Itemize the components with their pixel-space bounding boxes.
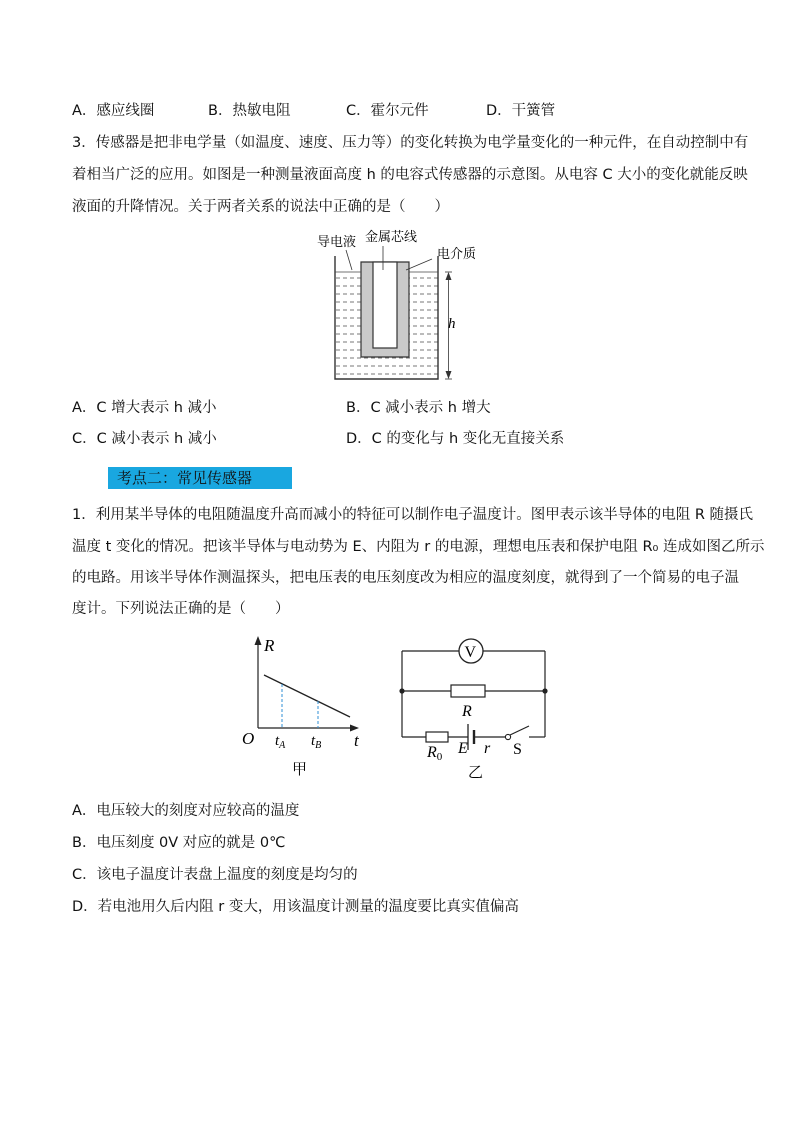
q3-stem-line-2: 着相当广泛的应用。如图是一种测量液面高度 h 的电容式传感器的示意图。从电容 C 大小的变化就能反映 [72,167,748,183]
circuit-diagram [392,632,557,784]
q3-stem-line-1: 3．传感器是把非电学量（如温度、速度、压力等）的变化转换为电学量变化的一种元件，在自动控制中有 [72,135,749,151]
tick-tb: t [311,733,316,749]
q1-stem-line-4: 度计。下列说法正确的是（ ） [72,601,290,617]
tick-ta-sub: A [279,740,286,751]
graph-y-label: R [264,636,275,655]
resistor-r0 [426,732,448,742]
r0-label-sub: 0 [436,751,443,763]
resistance-line [264,675,350,717]
switch-label: S [513,741,522,758]
option-c: C．霍尔元件 [346,103,429,119]
graph-x-label: t [354,731,359,750]
q3-option-c: C．C 减小表示 h 减小 [72,431,217,447]
emf-label: E [458,740,468,757]
graph-origin: O [242,729,255,748]
q1-stem-line-1: 1．利用某半导体的电阻随温度升高而减小的特征可以制作电子温度计。图甲表示该半导体的电阻 R 随摄氏 [72,507,754,523]
label-conductive-liquid: 导电液 [317,235,357,250]
q3-option-b: B．C 减小表示 h 增大 [346,400,491,416]
q1-option-b: B．电压刻度 0V 对应的就是 0℃ [72,835,286,851]
voltmeter-label: V [464,644,477,661]
resistor-r-label: R [462,703,472,720]
metal-core [373,262,397,348]
resistor-r [451,685,485,697]
svg-text:tB [311,733,321,751]
section-header [108,467,292,489]
q1-option-d: D．若电池用久后内阻 r 变大，用该温度计测量的温度要比真实值偏高 [72,899,519,915]
q1-option-a: A．电压较大的刻度对应较高的温度 [72,803,300,819]
svg-text:R0 [426,744,443,763]
r0-label: R [427,744,437,761]
resistance-temperature-graph [238,632,368,782]
q3-stem-line-3: 液面的升降情况。关于两者关系的说法中正确的是（ ） [72,199,449,215]
svg-text:tA [275,733,286,751]
capacitive-sensor-figure [300,226,500,386]
switch-contact [505,734,510,739]
option-b: B．热敏电阻 [208,103,291,119]
internal-resistance-label: r [484,740,491,757]
section-title: 考点二：常见传感器 [117,469,253,487]
circuit-caption: 乙 [468,763,484,781]
q3-option-a: A．C 增大表示 h 减小 [72,400,217,416]
option-d: D．干簧管 [486,103,556,119]
q1-option-c: C．该电子温度计表盘上温度的刻度是均匀的 [72,867,358,883]
switch-blade [510,726,529,735]
graph-caption: 甲 [292,760,308,778]
label-h: h [448,316,456,332]
label-metal-core: 金属芯线 [365,230,418,245]
tick-ta: t [275,733,280,749]
q1-stem-line-3: 的电路。用该半导体作测温探头，把电压表的电压刻度改为相应的温度刻度，就得到了一个简易的电子温 [72,570,739,586]
q3-option-d: D．C 的变化与 h 变化无直接关系 [346,431,565,447]
tick-tb-sub: B [315,740,322,751]
option-a: A．感应线圈 [72,103,155,119]
q1-stem-line-2: 温度 t 变化的情况。把该半导体与电动势为 E、内阻为 r 的电源，理想电压表和保护电阻 R₀ 连成如图乙所示 [72,539,765,555]
label-dielectric: 电介质 [437,247,477,262]
